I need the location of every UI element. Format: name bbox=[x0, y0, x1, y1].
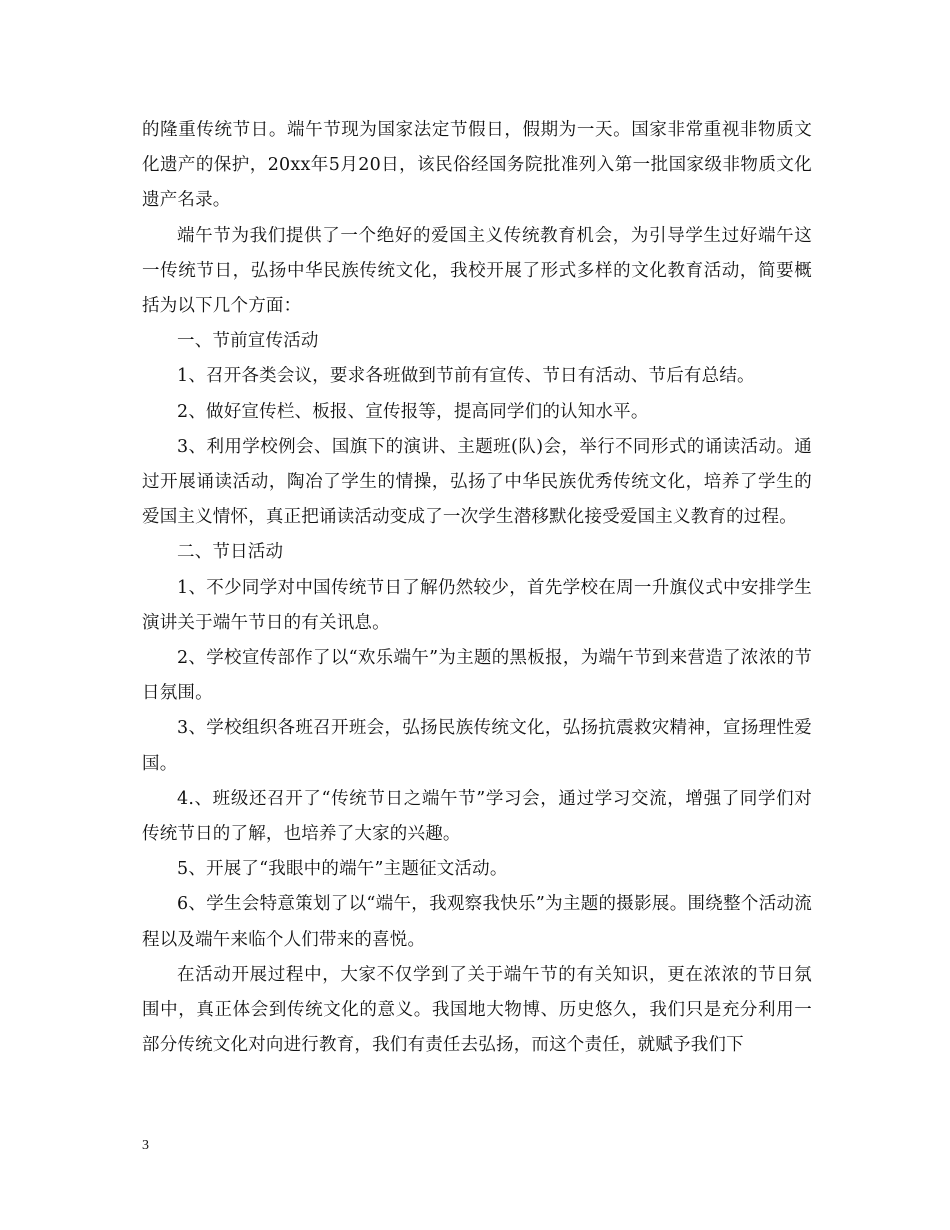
document-body bbox=[142, 113, 812, 1063]
section-heading: 二、节日活动 bbox=[177, 542, 284, 563]
list-item: 4.、班级还召开了“传统节日之端午节”学习会，通过学习交流，增强了同学们对传统节日的了解，也培养了大家的兴趣。 bbox=[142, 788, 812, 845]
paragraph: 在活动开展过程中，大家不仅学到了关于端午节的有关知识，更在浓浓的节日氛围中，真正体会到传统文化的意义。我国地大物博、历史悠久，我们只是充分利用一部分传统文化对向进行教育，我们有责任去弘扬，而这个责任，就赋予我们下 bbox=[142, 964, 812, 1056]
list-item: 3、利用学校例会、国旗下的演讲、主题班(队)会，举行不同形式的诵读活动。通过开展诵读活动，陶冶了学生的情操，弘扬了中华民族优秀传统文化，培养了学生的爱国主义情怀，真正把诵读活动变成了一次学生潜移默化接受爱国主义教育的过程。 bbox=[142, 436, 812, 528]
page-number: 3 bbox=[142, 1138, 149, 1153]
list-item: 2、学校宣传部作了以“欢乐端午”为主题的黑板报，为端午节到来营造了浓浓的节日氛围。 bbox=[142, 648, 812, 704]
section-heading: 一、节前宣传活动 bbox=[177, 331, 319, 352]
paragraph: 端午节为我们提供了一个绝好的爱国主义传统教育机会，为引导学生过好端午这一传统节日，弘扬中华民族传统文化，我校开展了形式多样的文化教育活动，简要概括为以下几个方面： bbox=[142, 225, 812, 317]
list-item: 1、召开各类会议，要求各班做到节前有宣传、节日有活动、节后有总结。 bbox=[177, 366, 755, 387]
paragraph: 的隆重传统节日。端午节现为国家法定节假日，假期为一天。国家非常重视非物质文化遗产的保护，20xx年5月20日，该民俗经国务院批准列入第一批国家级非物质文化遗产名录。 bbox=[142, 120, 812, 211]
list-item: 2、做好宣传栏、板报、宣传报等，提高同学们的认知水平。 bbox=[177, 401, 649, 422]
list-item: 3、学校组织各班召开班会，弘扬民族传统文化，弘扬抗震救灾精神，宣扬理性爱国。 bbox=[142, 718, 812, 774]
list-item: 6、学生会特意策划了以“端午，我观察我快乐”为主题的摄影展。围绕整个活动流程以及端午来临个人们带来的喜悦。 bbox=[142, 894, 812, 950]
list-item: 1、不少同学对中国传统节日了解仍然较少，首先学校在周一升旗仪式中安排学生演讲关于端午节日的有关讯息。 bbox=[142, 577, 812, 633]
list-item: 5、开展了“我眼中的端午”主题征文活动。 bbox=[177, 859, 508, 880]
